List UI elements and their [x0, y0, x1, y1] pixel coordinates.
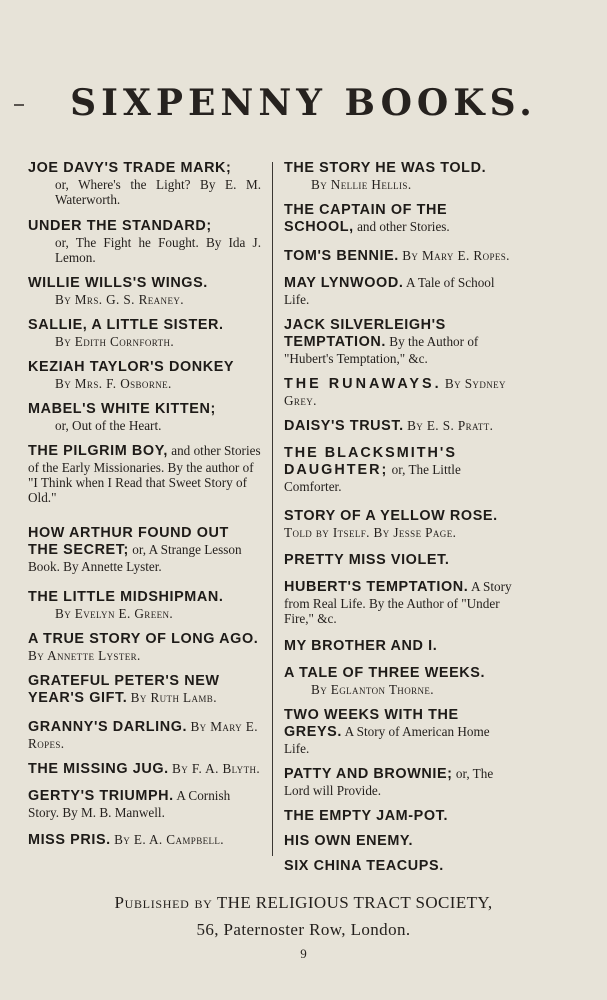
book-title: HOW ARTHUR FOUND OUT THE SECRET;	[28, 525, 229, 558]
book-byline: By Evelyn E. Green.	[55, 606, 174, 621]
book-entry	[28, 673, 261, 707]
right-column	[284, 160, 512, 875]
book-byline: or, Out of the Heart.	[55, 418, 162, 433]
book-title: THE STORY HE WAS TOLD.	[284, 160, 487, 176]
published-by-label: Published by	[114, 893, 213, 912]
book-title: HIS OWN ENEMY.	[284, 833, 414, 849]
book-title: JOE DAVY'S TRADE MARK;	[28, 160, 232, 176]
column-divider	[272, 162, 273, 856]
book-title: STORY OF A YELLOW ROSE.	[284, 508, 498, 524]
book-title: TOM'S BENNIE.	[284, 248, 399, 264]
book-entry	[28, 443, 261, 505]
book-byline: By Nellie Hellis.	[311, 177, 412, 192]
book-title: GRANNY'S DARLING.	[28, 719, 188, 735]
book-title: THE RUNAWAYS.	[284, 376, 442, 392]
book-entry	[28, 761, 261, 778]
book-title: DAISY'S TRUST.	[284, 418, 404, 434]
book-entry	[28, 631, 261, 663]
book-byline: or, The Little Comforter.	[284, 462, 461, 494]
book-entry	[284, 552, 512, 569]
book-title: MISS PRIS.	[28, 832, 111, 848]
book-title: MABEL'S WHITE KITTEN;	[28, 401, 216, 417]
book-entry	[28, 275, 261, 307]
left-column	[28, 160, 261, 849]
book-title: PRETTY MISS VIOLET.	[284, 552, 450, 568]
book-title: SIX CHINA TEACUPS.	[284, 858, 444, 874]
book-byline: By Annette Lyster.	[28, 648, 141, 663]
book-title: WILLIE WILLS'S WINGS.	[28, 275, 208, 291]
book-title: GERTY'S TRIUMPH.	[28, 788, 174, 804]
book-byline: By Ruth Lamb.	[130, 690, 217, 705]
book-title: GRATEFUL PETER'S NEW YEAR'S GIFT.	[28, 673, 220, 706]
page-number: 9	[300, 946, 307, 961]
book-byline: By Mrs. G. S. Reaney.	[55, 292, 184, 307]
book-entry	[284, 376, 512, 408]
book-entry	[28, 401, 261, 433]
book-byline: By E. S. Pratt.	[407, 418, 494, 433]
book-title: A TRUE STORY OF LONG AGO.	[28, 631, 259, 647]
book-byline: A Story of American Home Life.	[284, 724, 490, 756]
page-title: SIXPENNY BOOKS.	[70, 82, 537, 124]
book-entry	[284, 275, 512, 307]
book-title: THE MISSING JUG.	[28, 761, 169, 777]
book-title: MAY LYNWOOD.	[284, 275, 404, 291]
book-entry	[284, 579, 512, 626]
book-title: SALLIE, A LITTLE SISTER.	[28, 317, 224, 333]
book-byline: or, Where's the Light? By E. M. Waterworth.	[55, 177, 261, 207]
book-byline: A Story from Real Life. By the Author of "Under Fire," &c.	[284, 579, 512, 626]
publisher-name: THE RELIGIOUS TRACT SOCIETY,	[216, 893, 493, 912]
book-byline: or, The Fight he Fought. By Ida J. Lemon.	[55, 235, 261, 265]
book-byline: By F. A. Blyth.	[172, 761, 261, 776]
book-title: THE LITTLE MIDSHIPMAN.	[28, 589, 224, 605]
book-entry	[284, 445, 512, 494]
book-entry	[284, 202, 512, 236]
book-byline: A Tale of School Life.	[284, 275, 495, 307]
book-entry	[28, 788, 261, 820]
book-title: HUBERT'S TEMPTATION.	[284, 579, 469, 595]
book-byline: By Mary E. Ropes.	[402, 248, 510, 263]
book-byline: and other Stories.	[357, 219, 450, 234]
book-title: JACK SILVERLEIGH'S TEMPTATION.	[284, 317, 446, 350]
book-byline: By Eglanton Thorne.	[311, 682, 434, 697]
book-entry	[28, 317, 261, 349]
book-title: KEZIAH TAYLOR'S DONKEY	[28, 359, 235, 375]
book-byline: A Cornish Story. By M. B. Manwell.	[28, 788, 231, 820]
book-title: MY BROTHER AND I.	[284, 638, 438, 654]
book-entry	[284, 508, 512, 540]
book-byline: or, The Lord will Provide.	[284, 766, 494, 798]
book-entry	[28, 525, 261, 574]
book-title: UNDER THE STANDARD;	[28, 218, 212, 234]
book-byline: By Mary E. Ropes.	[28, 719, 258, 751]
book-entry	[284, 248, 512, 265]
book-entry	[28, 589, 261, 621]
book-entry	[28, 218, 261, 265]
book-title: THE BLACKSMITH'S DAUGHTER;	[284, 445, 457, 478]
publisher-imprint	[0, 889, 607, 943]
book-entry	[28, 719, 261, 751]
publisher-address: 56, Paternoster Row, London.	[196, 920, 411, 939]
book-title: PATTY AND BROWNIE;	[284, 766, 453, 782]
book-entry	[28, 359, 261, 391]
book-entry	[284, 707, 512, 756]
book-entry	[284, 858, 512, 875]
book-byline: By Edith Cornforth.	[55, 334, 175, 349]
book-byline: and other Stories of the Early Missionaries. By the author of "I Think when I Read that Sweet Story of Old."	[28, 443, 261, 505]
book-title: THE PILGRIM BOY,	[28, 443, 168, 459]
book-byline: By Sydney Grey.	[284, 376, 506, 408]
book-title: THE CAPTAIN OF THE SCHOOL,	[284, 202, 448, 235]
book-title: TWO WEEKS WITH THE GREYS.	[284, 707, 459, 740]
book-entry	[284, 766, 512, 798]
book-byline: By the Author of "Hubert's Temptation," &c.	[284, 334, 479, 366]
book-entry	[28, 160, 261, 207]
book-entry	[28, 832, 261, 849]
book-entry	[284, 665, 512, 697]
book-entry	[284, 160, 512, 192]
book-entry	[284, 638, 512, 655]
book-entry	[284, 808, 512, 825]
book-byline: Told by Itself. By Jesse Page.	[284, 525, 457, 540]
book-byline: By Mrs. F. Osborne.	[55, 376, 172, 391]
book-entry	[284, 317, 512, 366]
book-title: THE EMPTY JAM-POT.	[284, 808, 449, 824]
book-entry	[284, 418, 512, 435]
book-entry	[284, 833, 512, 850]
book-byline: By E. A. Campbell.	[114, 832, 225, 847]
book-byline: or, A Strange Lesson Book. By Annette Lyster.	[28, 542, 242, 574]
book-title: A TALE OF THREE WEEKS.	[284, 665, 486, 681]
